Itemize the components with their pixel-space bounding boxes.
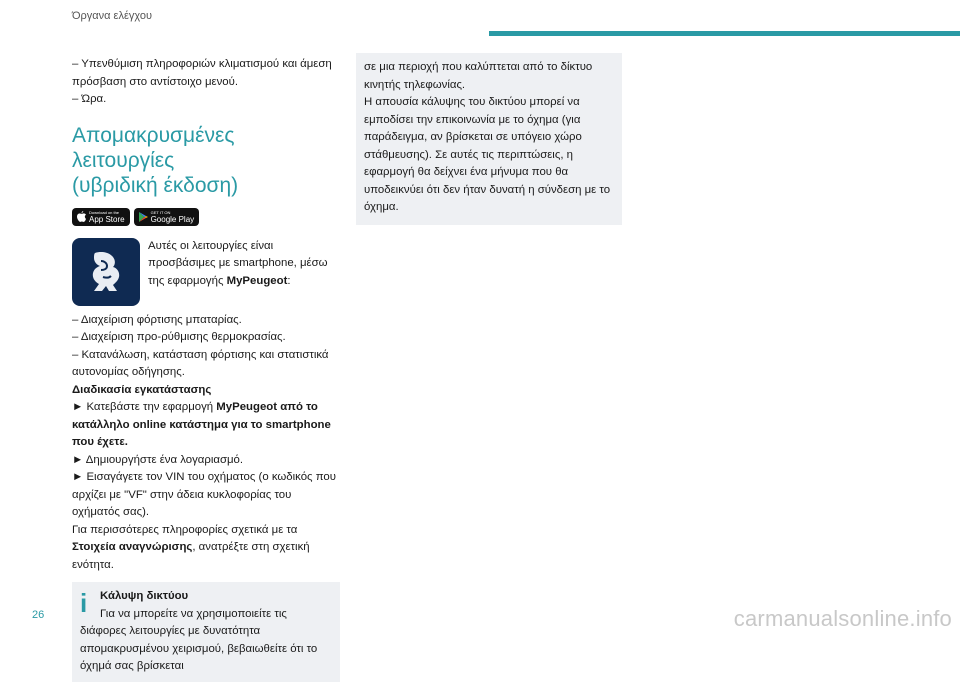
step-1 [72, 399, 340, 452]
step-1-prefix: ► Κατεβάστε την εφαρμογή [72, 401, 217, 413]
step-1-bold: MyPeugeot από το κατάλληλο online κατάστημα για το smartphone που έχετε. [72, 401, 331, 448]
app-desc-bold: MyPeugeot [226, 274, 288, 287]
app-store-badge[interactable] [72, 208, 130, 226]
note-text: Για να μπορείτε να χρησιμοποιείτε τις διάφορες λειτουργίες με δυνατότητα απομακρυσμένου χειρισμού, βεβαιωθείτε ότι το όχημά σας βρίσκεται [80, 607, 318, 672]
note-title: Κάλυψη δικτύου [100, 590, 189, 602]
watermark: carmanualsonline.info [733, 606, 952, 631]
step-3: ► Εισαγάγετε τον VIN του οχήματος (ο κωδικός που αρχίζει με "VF" στην άδεια κυκλοφορίας του οχήματός σας). [72, 471, 336, 518]
peugeot-lion-icon [81, 247, 131, 297]
right-text-1: σε μια περιοχή που καλύπτεται από το δίκτυο κινητής τηλεφωνίας. [364, 61, 593, 91]
more-info [72, 522, 340, 575]
more-suffix: , ανατρέξτε στη σχετική ενότητα. [72, 541, 310, 571]
step-2: ► Δημιουργήστε ένα λογαριασμό. [72, 453, 244, 466]
intro-line-1: – Υπενθύμιση πληροφοριών κλιματισμού και άμεση πρόσβαση στο αντίστοιχο μενού. [72, 58, 332, 88]
google-play-big: Google Play [150, 214, 195, 224]
mypeugeot-app-icon [72, 238, 140, 306]
google-play-badge[interactable] [134, 208, 200, 226]
store-badges [72, 208, 340, 226]
app-store-small: Download on the [89, 209, 120, 215]
app-row [72, 238, 340, 306]
list-item-3: – Κατανάλωση, κατάσταση φόρτισης και στατιστικά αυτονομίας οδήγησης. [72, 348, 329, 378]
app-description [148, 238, 340, 306]
google-play-icon [139, 212, 148, 222]
section-title [72, 123, 340, 198]
apple-icon [77, 211, 86, 222]
list-item-1: – Διαχείριση φόρτισης μπαταρίας. [72, 313, 242, 326]
section-title-line2: (υβριδική έκδοση) [72, 173, 239, 197]
more-prefix: Για περισσότερες πληροφορίες σχετικά με τα [72, 523, 298, 536]
app-desc-suffix: : [287, 274, 291, 287]
google-play-small: GET IT ON [150, 209, 171, 215]
header-title: Όργανα ελέγχου [72, 10, 152, 22]
right-text-2: Η απουσία κάλυψης του δικτύου μπορεί να εμποδίσει την επικοινωνία με το όχημα (για παράδειγμα, αν βρίσκεται σε υπόγειο χώρο στάθμευσης). Σε αυτές τις περιπτώσεις, η εφαρμογή θα δείχνει ένα μήνυμα που θα υποδεικνύει ότι δεν ήταν δυνατή η σύνδεση με το όχημα. [364, 96, 611, 213]
intro-line-2: – Ώρα. [72, 93, 107, 105]
page-number: 26 [32, 609, 45, 621]
right-note-continuation [356, 53, 622, 225]
left-column [72, 56, 340, 682]
app-desc-prefix: Αυτές οι λειτουργίες είναι προσβάσιμες με smartphone, μέσω της εφαρμογής [148, 239, 328, 287]
section-title-line1: Απομακρυσμένες λειτουργίες [72, 123, 235, 172]
header-accent-bar [489, 31, 960, 36]
install-title: Διαδικασία εγκατάστασης [72, 383, 212, 396]
list-item-2: – Διαχείριση προ-ρύθμισης θερμοκρασίας. [72, 331, 286, 343]
app-store-big: App Store [89, 214, 125, 224]
info-icon: i [80, 588, 88, 618]
more-bold: Στοιχεία αναγνώρισης [72, 541, 193, 553]
note-box [72, 582, 340, 682]
